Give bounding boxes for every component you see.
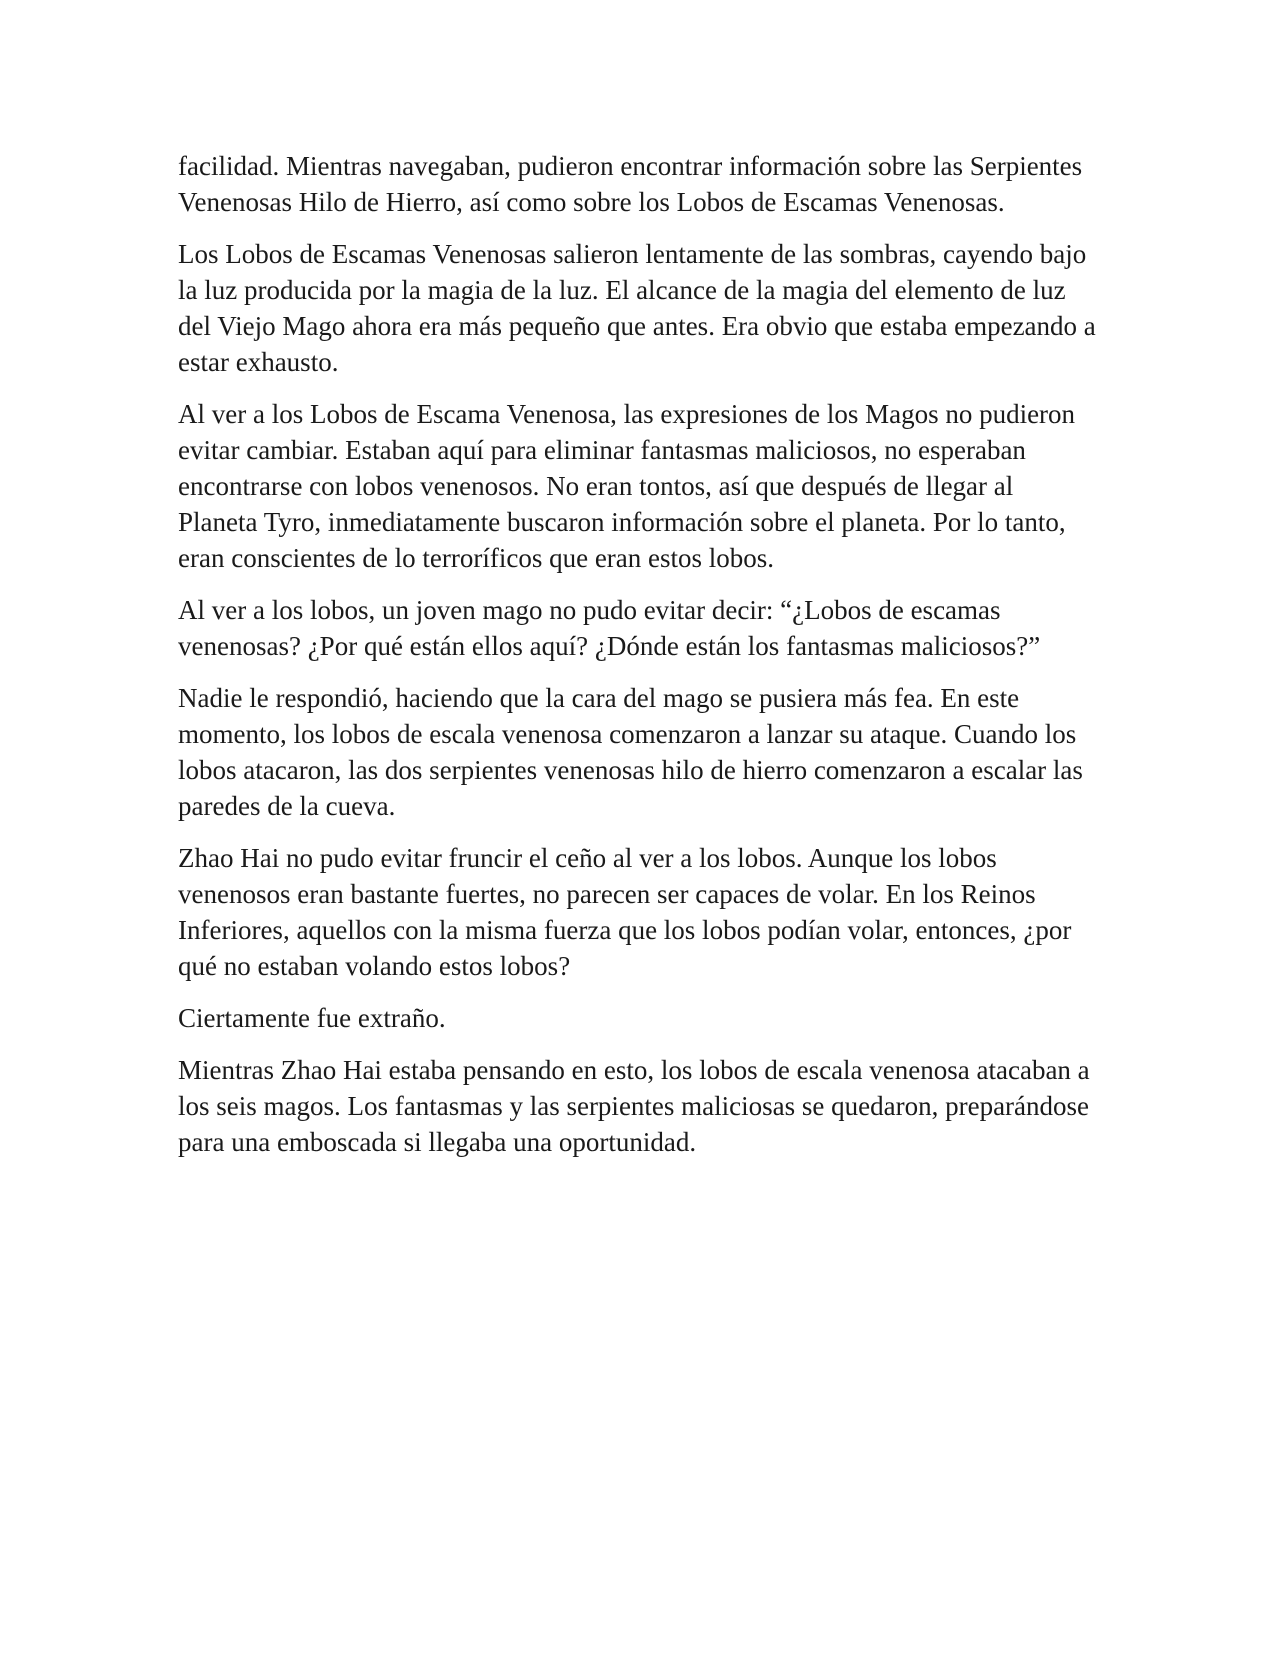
paragraph-4: Al ver a los lobos, un joven mago no pudo evitar decir: “¿Lobos de escamas venenosas? ¿Por qué están ellos aquí? ¿Dónde están los fantasmas maliciosos?” <box>178 595 1041 661</box>
paragraph-5: Nadie le respondió, haciendo que la cara del mago se pusiera más fea. En este momento, los lobos de escala venenosa comenzaron a lanzar su ataque. Cuando los lobos atacaron, las dos serpientes venenosas hilo de hierro comenzaron a escalar las paredes de la cueva. <box>178 683 1083 821</box>
paragraph-1: facilidad. Mientras navegaban, pudieron encontrar información sobre las Serpientes Venenosas Hilo de Hierro, así como sobre los Lobos de Escamas Venenosas. <box>178 151 1083 217</box>
paragraph-7: Ciertamente fue extraño. <box>178 1003 446 1033</box>
paragraph-8: Mientras Zhao Hai estaba pensando en esto, los lobos de escala venenosa atacaban a los seis magos. Los fantasmas y las serpientes maliciosas se quedaron, preparándose para una emboscada si llegaba una oportunidad. <box>178 1055 1090 1157</box>
body-text <box>178 148 1098 1176</box>
paragraph-6: Zhao Hai no pudo evitar fruncir el ceño al ver a los lobos. Aunque los lobos venenosos eran bastante fuertes, no parecen ser capaces de volar. En los Reinos Inferiores, aquellos con la misma fuerza que los lobos podían volar, entonces, ¿por qué no estaban volando estos lobos? <box>178 843 1072 981</box>
paragraph-3: Al ver a los Lobos de Escama Venenosa, las expresiones de los Magos no pudieron evitar cambiar. Estaban aquí para eliminar fantasmas maliciosos, no esperaban encontrarse con lobos venenosos. No eran tontos, así que después de llegar al Planeta Tyro, inmediatamente buscaron información sobre el planeta. Por lo tanto, eran conscientes de lo terroríficos que eran estos lobos. <box>178 399 1076 573</box>
paragraph-2: Los Lobos de Escamas Venenosas salieron lentamente de las sombras, cayendo bajo la luz producida por la magia de la luz. El alcance de la magia del elemento de luz del Viejo Mago ahora era más pequeño que antes. Era obvio que estaba empezando a estar exhausto. <box>178 239 1096 377</box>
